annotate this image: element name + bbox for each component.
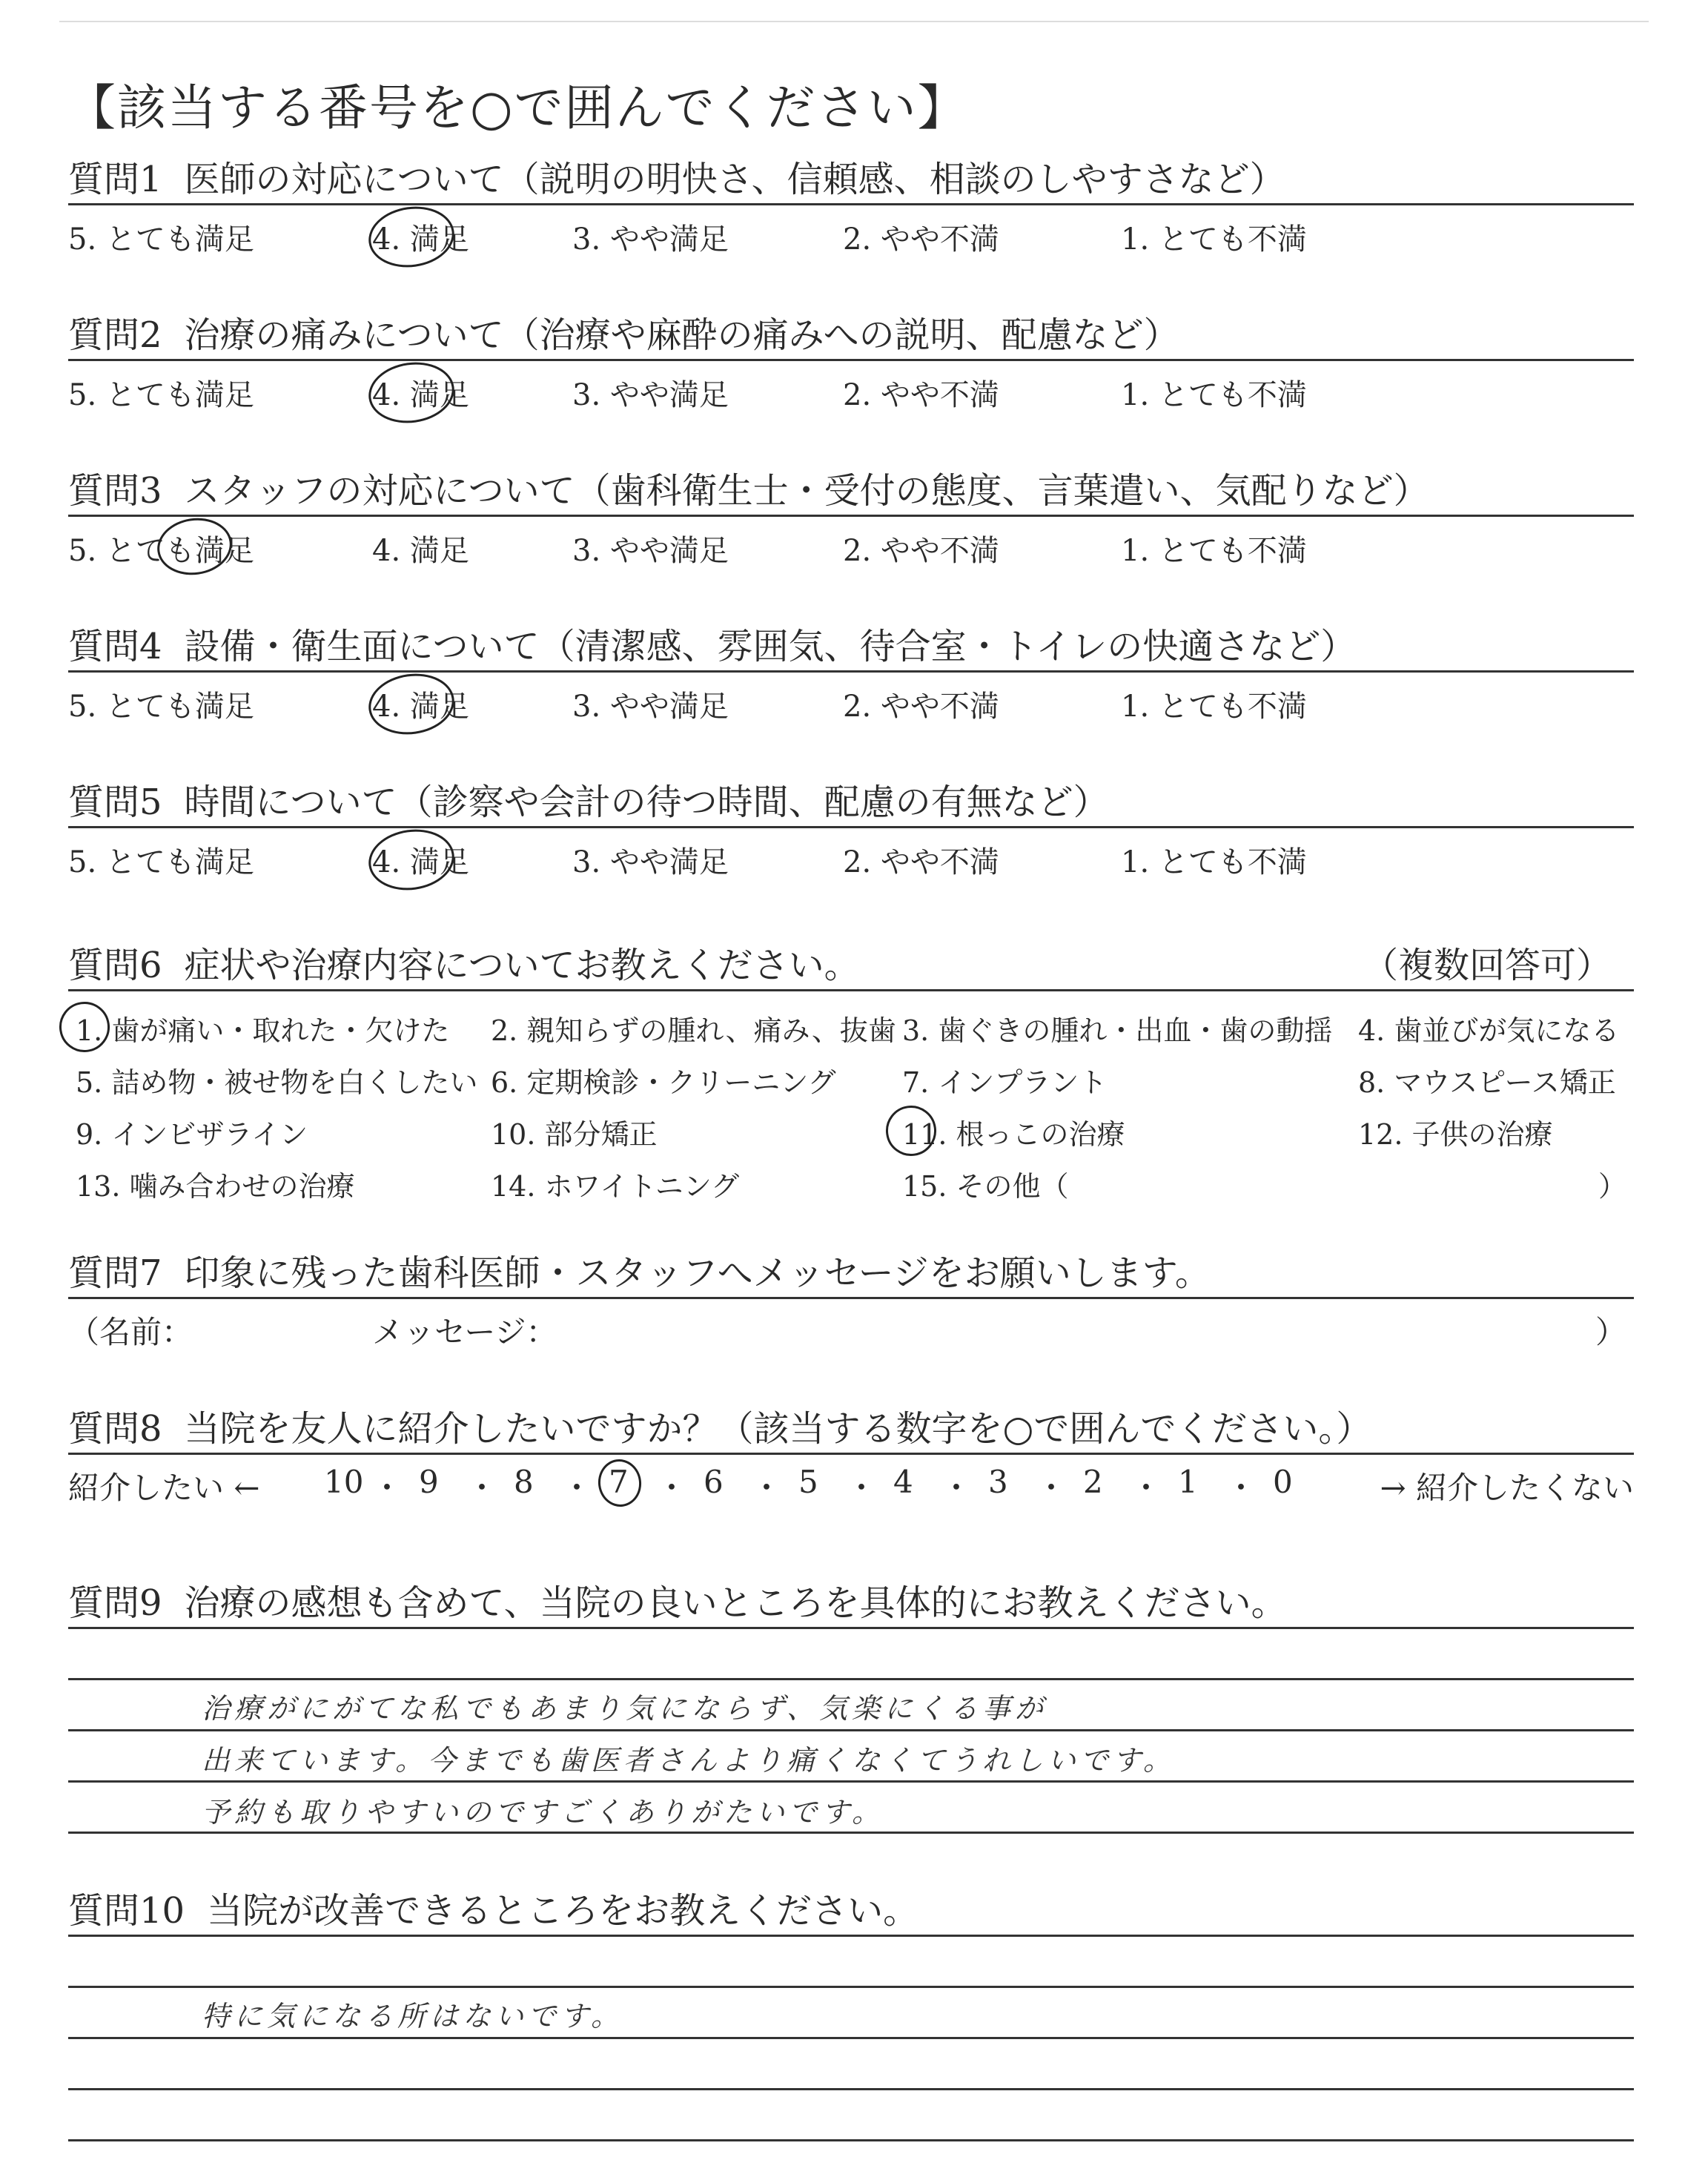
rating-option[interactable]: 5. とても満足	[68, 222, 254, 257]
page-title: 【該当する番号を○で囲んでください】	[67, 79, 968, 136]
selection-circle	[153, 513, 236, 579]
rating-option[interactable]: 5. とても満足	[68, 690, 254, 724]
question-7	[68, 1249, 1634, 1351]
rating-option[interactable]: 3. やや満足	[572, 534, 729, 568]
rating-option[interactable]: 4. 満足	[372, 534, 469, 568]
rating-option[interactable]: 3. やや満足	[572, 690, 729, 724]
scale-value[interactable]: 7	[609, 1464, 629, 1500]
selection-circle	[365, 824, 458, 895]
rating-option[interactable]: 4. 満足	[372, 378, 469, 412]
rating-option[interactable]: 2. やや不満	[843, 534, 999, 568]
rating-option[interactable]: 2. やや不満	[843, 845, 999, 879]
question-text: スタッフの対応について（歯科衛生士・受付の態度、言葉遣い、気配りなど）	[184, 470, 1429, 512]
handwritten-answer-line: 予約も取りやすいのですごくありがたいです。	[202, 1796, 884, 1829]
scale-separator: ・	[1036, 1470, 1068, 1506]
scale-separator: ・	[656, 1470, 688, 1506]
treatment-option[interactable]: 10. 部分矯正	[491, 1118, 658, 1151]
answer-line	[68, 1832, 1634, 1834]
rating-option[interactable]: 5. とても満足	[68, 534, 254, 568]
rating-options	[68, 828, 1634, 880]
question-number: 質問4	[68, 626, 162, 667]
treatment-option[interactable]: 8. マウスピース矯正	[1358, 1066, 1616, 1099]
treatment-option[interactable]: 14. ホワイトニング	[491, 1170, 740, 1203]
rating-option[interactable]: 2. やや不満	[843, 222, 999, 257]
scale-separator: ・	[466, 1470, 498, 1506]
answer-line	[68, 1780, 1634, 1783]
rating-option[interactable]: 4. 満足	[372, 690, 469, 724]
scale-value[interactable]: 10	[324, 1464, 364, 1500]
rating-option[interactable]: 2. やや不満	[843, 690, 999, 724]
q6-options	[68, 991, 1634, 1214]
answer-line	[68, 1986, 1634, 1988]
question-text: 医師の対応について（説明の明快さ、信頼感、相談のしやすさなど）	[184, 159, 1285, 200]
treatment-option[interactable]: 2. 親知らずの腫れ、痛み、抜歯	[491, 1014, 896, 1047]
other-close-paren: ）	[1598, 1170, 1626, 1203]
question-text: 当院が改善できるところをお教えください。	[207, 1890, 919, 1932]
rating-option[interactable]: 1. とても不満	[1121, 690, 1307, 724]
question-8	[68, 1405, 1634, 1507]
question-text: 治療の痛みについて（治療や麻酔の痛みへの説明、配慮など）	[184, 314, 1179, 356]
question-3	[68, 467, 1634, 569]
scale-value[interactable]: 9	[419, 1464, 439, 1500]
question-text: 印象に残った歯科医師・スタッフへメッセージをお願いします。	[184, 1252, 1211, 1294]
question-text: 治療の感想も含めて、当院の良いところを具体的にお教えください。	[184, 1582, 1287, 1624]
scale-separator: ・	[1225, 1470, 1257, 1506]
scale-right-label: → 紹介したくない	[1380, 1470, 1634, 1506]
rating-option[interactable]: 1. とても不満	[1121, 845, 1307, 879]
question-5	[68, 779, 1634, 880]
referral-scale	[68, 1455, 1634, 1507]
selection-circle	[365, 668, 458, 739]
selection-circle	[365, 357, 458, 428]
scale-value[interactable]: 6	[704, 1464, 724, 1500]
rating-option[interactable]: 1. とても不満	[1121, 534, 1307, 568]
scale-value[interactable]: 3	[988, 1464, 1008, 1500]
rating-options	[68, 517, 1634, 569]
scale-separator: ・	[941, 1470, 973, 1506]
rating-options	[68, 205, 1634, 257]
rating-option[interactable]: 3. やや満足	[572, 222, 729, 257]
rating-option[interactable]: 1. とても不満	[1121, 378, 1307, 412]
name-label: （名前：	[68, 1314, 193, 1350]
handwritten-answer-line: 治療がにがてな私でもあまり気にならず、気楽にくる事が	[202, 1692, 1047, 1725]
message-label: メッセージ：	[372, 1314, 557, 1350]
answer-line	[68, 2139, 1634, 2141]
question-10	[68, 1887, 1634, 2141]
answer-line	[68, 2037, 1634, 2039]
question-6	[68, 942, 1634, 1214]
scale-value[interactable]: 1	[1178, 1464, 1198, 1500]
rating-options	[68, 361, 1634, 413]
treatment-option[interactable]: 15. その他（	[902, 1170, 1069, 1203]
rating-option[interactable]: 1. とても不満	[1121, 222, 1307, 257]
scale-separator: ・	[846, 1470, 878, 1506]
question-number: 質問9	[68, 1582, 162, 1624]
handwritten-answer-line: 出来ています。今までも歯医者さんより痛くなくてうれしいです。	[202, 1744, 1176, 1777]
question-text: 症状や治療内容についてお教えください。	[184, 945, 860, 986]
scale-value[interactable]: 0	[1273, 1464, 1293, 1500]
question-text: 時間について（診察や会計の待つ時間、配慮の有無など）	[184, 782, 1109, 823]
answer-line	[68, 1729, 1634, 1731]
question-4	[68, 623, 1634, 724]
scale-separator: ・	[371, 1470, 403, 1506]
treatment-option[interactable]: 6. 定期検診・クリーニング	[491, 1066, 836, 1099]
treatment-option[interactable]: 11. 根っこの治療	[902, 1118, 1125, 1151]
multi-answer-note: （複数回答可）	[1362, 945, 1612, 986]
scale-separator: ・	[561, 1470, 593, 1506]
treatment-option[interactable]: 12. 子供の治療	[1358, 1118, 1553, 1151]
close-paren: ）	[1595, 1314, 1626, 1350]
question-rule	[68, 1627, 1634, 1629]
scale-separator: ・	[1131, 1470, 1162, 1506]
question-2	[68, 311, 1634, 413]
rating-options	[68, 673, 1634, 724]
handwritten-answer-line: 特に気になる所はないです。	[202, 2000, 623, 2032]
treatment-option[interactable]: 5. 詰め物・被せ物を白くしたい	[76, 1066, 478, 1099]
treatment-option[interactable]: 1. 歯が痛い・取れた・欠けた	[76, 1014, 450, 1047]
question-number: 質問6	[68, 945, 162, 986]
rating-option[interactable]: 5. とても満足	[68, 845, 254, 879]
answer-line	[68, 2088, 1634, 2090]
question-9	[68, 1579, 1634, 1834]
question-number: 質問5	[68, 782, 162, 823]
treatment-option[interactable]: 9. インビザライン	[76, 1118, 308, 1151]
question-text: 当院を友人に紹介したいですか？（該当する数字を○で囲んでください。）	[184, 1408, 1372, 1450]
scale-separator: ・	[751, 1470, 783, 1506]
rating-option[interactable]: 4. 満足	[372, 845, 469, 879]
treatment-option[interactable]: 7. インプラント	[902, 1066, 1108, 1099]
question-number: 質問1	[68, 159, 162, 200]
question-rule	[68, 1935, 1634, 1937]
rating-option[interactable]: 3. やや満足	[572, 378, 729, 412]
question-number: 質問3	[68, 470, 162, 512]
treatment-option[interactable]: 3. 歯ぐきの腫れ・出血・歯の動揺	[902, 1014, 1333, 1047]
question-1	[68, 156, 1634, 257]
rating-option[interactable]: 4. 満足	[372, 222, 469, 257]
answer-line	[68, 1678, 1634, 1680]
selection-circle	[365, 201, 458, 272]
scale-left-label: 紹介したい ←	[68, 1470, 260, 1506]
top-border	[59, 21, 1649, 22]
rating-option[interactable]: 2. やや不満	[843, 378, 999, 412]
scale-value[interactable]: 5	[798, 1464, 818, 1500]
question-number: 質問10	[68, 1890, 185, 1932]
scale-value[interactable]: 8	[514, 1464, 534, 1500]
scale-value[interactable]: 2	[1083, 1464, 1103, 1500]
question-number: 質問2	[68, 314, 162, 356]
question-number: 質問8	[68, 1408, 162, 1450]
treatment-option[interactable]: 13. 噛み合わせの治療	[76, 1170, 355, 1203]
rating-option[interactable]: 5. とても満足	[68, 378, 254, 412]
treatment-option[interactable]: 4. 歯並びが気になる	[1358, 1014, 1620, 1047]
rating-option[interactable]: 3. やや満足	[572, 845, 729, 879]
question-text: 設備・衛生面について（清潔感、雰囲気、待合室・トイレの快適さなど）	[184, 626, 1357, 667]
question-number: 質問7	[68, 1252, 162, 1294]
selection-circle	[595, 1456, 644, 1509]
scale-value[interactable]: 4	[893, 1464, 913, 1500]
